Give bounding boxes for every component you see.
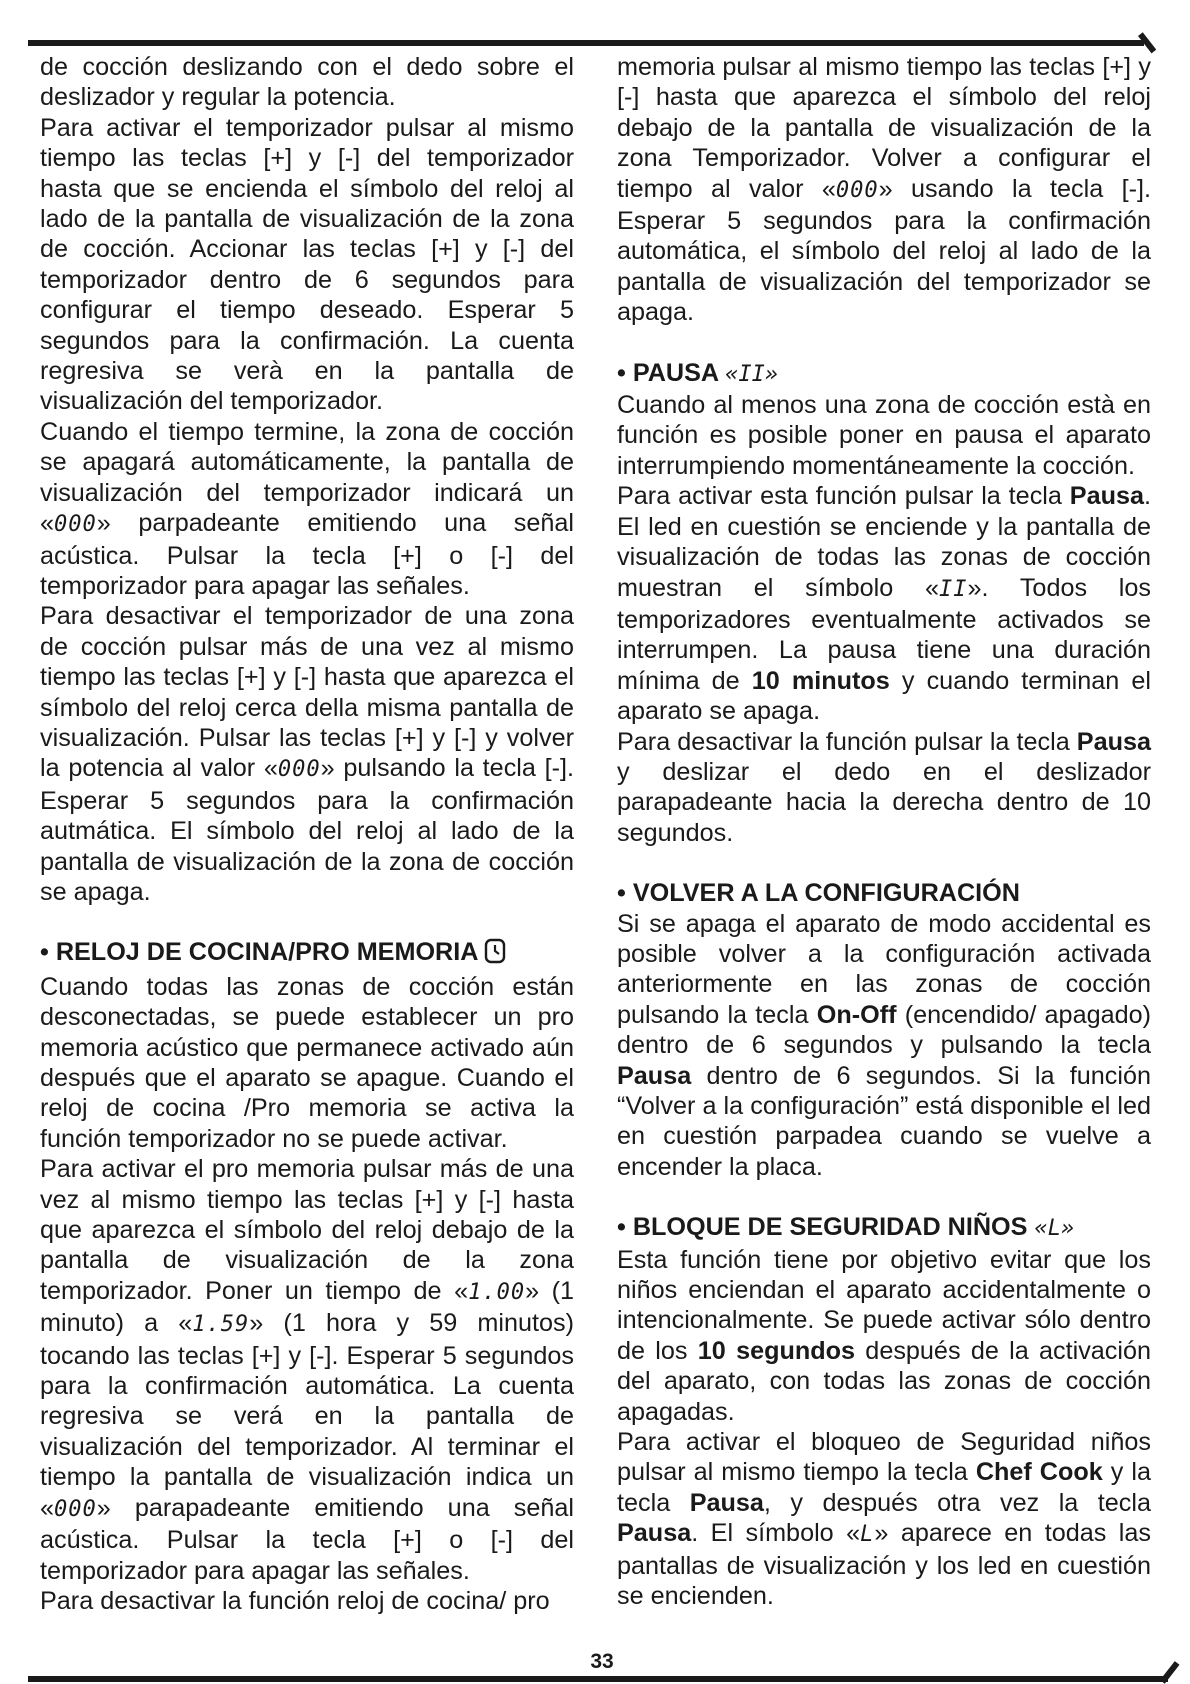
heading-volver-configuracion: • VOLVER A LA CONFIGURACIÓN <box>617 879 1020 908</box>
lock-symbol-inline: L <box>860 1522 875 1548</box>
right-paragraph-5: Si se apaga el aparato de modo accidental es posible volver a la configuración activada anteriormente en las zonas de cocción pulsando la tecla On-Off (encendido/ apagado) dentro de 6 segundos y pulsando la tecla Pausa dentro de 6 segundos. Si la función “Volver a la configuración” está disponible el led en cuestión parpadea cuando se vuelve a encender la placa. <box>617 909 1151 1181</box>
left-column <box>40 52 574 1616</box>
page-number: 33 <box>590 1650 614 1673</box>
right-paragraph-1: memoria pulsar al mismo tiempo las teclas [+] y [-] hasta que aparezca el símbolo del reloj debajo de la pantalla de visualización de la zona Temporizador. Volver a configurar el tiempo al valor «000» usando la tecla [-]. Esperar 5 segundos para la confirmación automática, el símbolo del reloj al lado de la pantalla de visualización del temporizador se apaga. <box>617 53 1151 327</box>
left-paragraph-4: Para desactivar el temporizador de una zona de cocción pulsar más de una vez al mismo tiempo las teclas [+] y [-] hasta que aparezca el símbolo del reloj cerca della misma pantalla de visualización. Pulsar las teclas [+] y [-] y volver la potencia al valor «000» pulsando la tecla [-]. Esperar 5 segundos para la confirmación autmática. El símbolo del reloj al lado de la pantalla de visualización de la zona de cocción se apaga. <box>40 602 574 906</box>
segment-display-text: 1.59 <box>192 1312 250 1338</box>
segment-display-text: 000 <box>54 1496 97 1522</box>
heading-reloj-de-cocina: • RELOJ DE COCINA/PRO MEMORIA <box>40 937 574 971</box>
left-paragraph-6: Para activar el pro memoria pulsar más de una vez al mismo tiempo las teclas [+] y [-] hasta que aparezca el símbolo del reloj debajo de la pantalla de visualización de la zona temporizador. Poner un tiempo de «1.00» (1 minuto) a «1.59» (1 hora y 59 minutos) tocando las teclas [+] y [-]. Esperar 5 segundos para la confirmación automática. La cuenta regresiva se verá en la pantalla de visualización del temporizador. Al terminar el tiempo la pantalla de visualización indica un «000» parapadeante emitiendo una señal acústica. Pulsar la tecla [+] o [-] del temporizador para apagar las señales. <box>40 1155 575 1585</box>
right-paragraph-4: Para desactivar la función pulsar la tecla Pausa y deslizar el dedo en el deslizador parapadeante hacia la derecha dentro de 10 segundos. <box>617 727 1151 847</box>
right-column <box>617 52 1151 1612</box>
left-paragraph-1: de cocción deslizando con el dedo sobre el deslizador y regular la potencia. <box>40 53 574 112</box>
right-paragraph-3: Para activar esta función pulsar la tecla Pausa. El led en cuestión se enciende y la pantalla de visualización de todas las zonas de cocción muestran el símbolo «II». Todos los temporizadores eventualmente activados se interrumpen. La pausa tiene una duración mínima de 10 minutos y cuando terminan el aparato se apaga. <box>617 482 1151 726</box>
clock-icon <box>484 938 506 971</box>
pause-symbol: «II» <box>725 361 779 387</box>
top-rule <box>28 40 1144 46</box>
left-paragraph-5: Cuando todas las zonas de cocción están desconectadas, se puede establecer un pro memoria acústico que permanece activado aún después que el aparato se apague. Cuando el reloj de cocina /Pro memoria se activa la función temporizador no se puede activar. <box>40 972 574 1153</box>
heading-bloque-seguridad: • BLOQUE DE SEGURIDAD NIÑOS «L» <box>617 1213 1075 1242</box>
lock-symbol: «L» <box>1034 1216 1075 1242</box>
right-paragraph-6: Esta función tiene por objetivo evitar que los niños enciendan el aparato accidentalmente o intencionalmente. Se puede activar sólo dentro de los 10 segundos después de la activación del aparato, con todas las zonas de cocción apagadas. <box>617 1245 1151 1426</box>
right-paragraph-7: Para activar el bloqueo de Seguridad niños pulsar al mismo tiempo la tecla Chef Cook y la tecla Pausa, y después otra vez la tecla Pausa. El símbolo «L» aparece en todas las pantallas de visualización y los led en cuestión se encienden. <box>617 1428 1152 1611</box>
segment-display-text: 000 <box>54 512 97 538</box>
left-paragraph-3: Cuando el tiempo termine, la zona de cocción se apagará automáticamente, la pantalla de visualización del temporizador indicará un «000» parpadeante emitiendo una señal acústica. Pulsar la tecla [+] o [-] del temporizador para apagar las señales. <box>40 417 574 600</box>
segment-display-text: 1.00 <box>468 1279 526 1305</box>
pause-symbol-inline: II <box>939 576 968 602</box>
left-paragraph-2: Para activar el temporizador pulsar al mismo tiempo las teclas [+] y [-] del temporizador hasta que se encienda el símbolo del reloj al lado de la pantalla de visualización de la zona de cocción. Accionar las teclas [+] y [-] del temporizador dentro de 6 segundos para configurar el tiempo deseado. Esperar 5 segundos para la confirmación. La cuenta regresiva se verà en la pantalla de visualización del temporizador. <box>40 113 574 416</box>
segment-display-text: 000 <box>277 757 321 783</box>
bottom-rule-end <box>1160 1661 1180 1684</box>
heading-pausa: • PAUSA «II» <box>617 358 779 387</box>
segment-display-text: 000 <box>835 177 879 203</box>
right-paragraph-2: Cuando al menos una zona de cocción està en función es posible poner en pausa el aparato interrumpiendo momentáneamente la cocción. <box>617 391 1151 480</box>
left-paragraph-7: Para desactivar la función reloj de cocina/ pro <box>40 1586 550 1615</box>
bottom-rule <box>28 1676 1168 1682</box>
